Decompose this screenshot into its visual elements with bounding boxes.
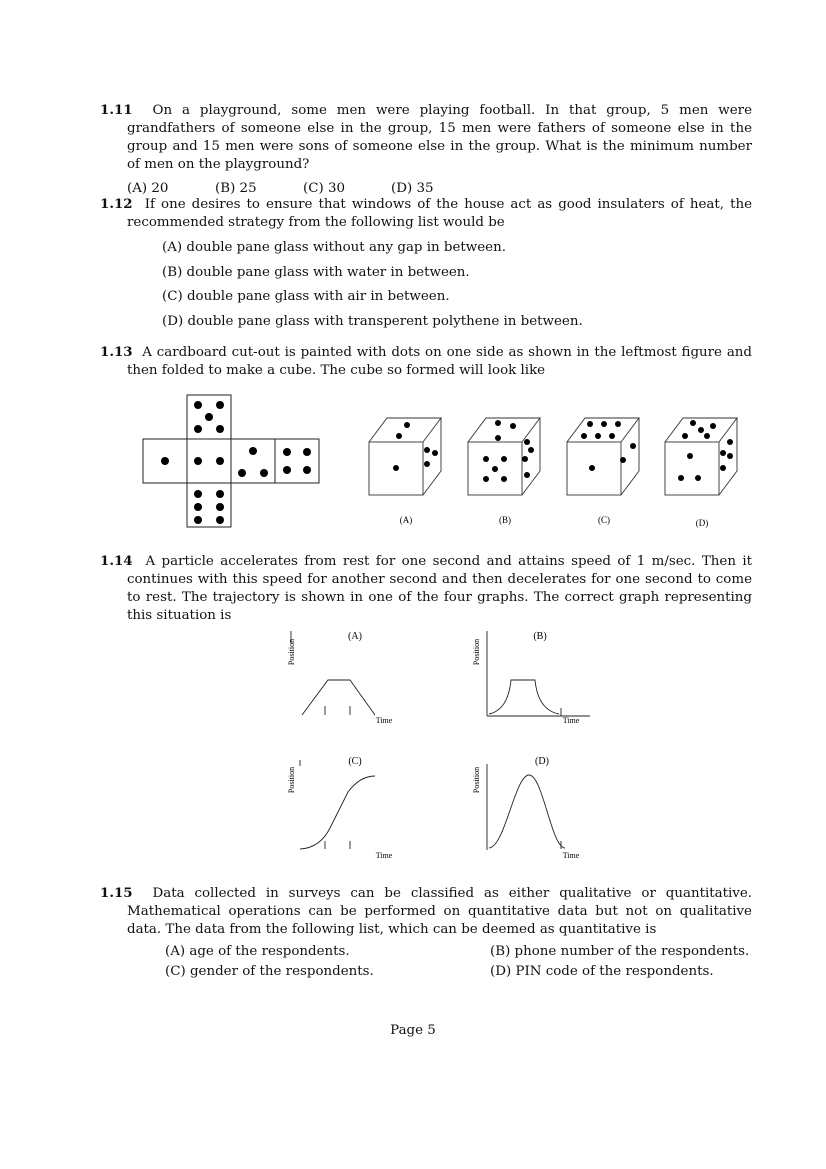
cube-option-c[interactable] (563, 412, 643, 530)
question-1-14 (100, 552, 752, 625)
question-1-11 (100, 101, 752, 198)
option-a[interactable]: (A) 20 (127, 181, 169, 196)
cube-option-b[interactable] (464, 412, 544, 530)
option-b[interactable]: (B) double pane glass with water in between. (162, 264, 470, 280)
graph-label-b: (B) (533, 631, 547, 642)
ylabel-d: Position (472, 766, 481, 794)
ylabel-a: Position (287, 638, 296, 666)
curve-b (489, 680, 559, 714)
option-c[interactable]: (C) gender of the respondents. (165, 964, 374, 979)
graph-label-c: (C) (348, 756, 362, 767)
option-a[interactable]: (A) double pane glass without any gap in between. (162, 240, 506, 255)
ylabel-b: Position (472, 638, 481, 666)
graph-option-d[interactable] (465, 750, 600, 865)
question-1-13 (100, 343, 752, 380)
cube-label-b: (B) (499, 515, 511, 525)
question-text: If one desires to ensure that windows of the house act as good insulaters of heat, the recommended strategy from the following list would be (127, 197, 753, 230)
question-number: 1.12 (100, 196, 133, 212)
question-text: A particle accelerates from rest for one second and attains speed of 1 m/sec. Then it continues with this speed for another second and then decelerates for one second to come to rest. The trajectory is shown in one of the four graphs. The correct graph representing this situation is (127, 554, 753, 623)
option-a[interactable]: (A) age of the respondents. (165, 944, 350, 959)
question-number: 1.13 (100, 344, 133, 360)
cube-net-figure (140, 392, 325, 530)
question-text: Data collected in surveys can be classified as either qualitative or quantitative. Mathematical operations can be performed on quantitative data but not on qualitative data. The data from the following list, which can be deemed as quantitative is (127, 886, 753, 937)
question-text: On a playground, some men were playing football. In that group, 5 men were grandfathers of someone else in the group, 15 men were fathers of someone else in the group and 15 men were sons of someone else in the group. What is the minimum number of men on the playground? (127, 103, 752, 172)
option-d[interactable]: (D) PIN code of the respondents. (490, 964, 714, 979)
xlabel-b: Time (562, 716, 580, 725)
options (162, 236, 752, 334)
option-b[interactable]: (B) phone number of the respondents. (490, 944, 750, 959)
graph-option-a[interactable] (280, 622, 415, 732)
graph-label-a: (A) (348, 631, 362, 642)
option-c[interactable]: (C) 30 (303, 181, 345, 196)
question-number: 1.15 (100, 885, 133, 901)
question-number: 1.14 (100, 553, 133, 569)
cube-label-d: (D) (695, 518, 709, 528)
question-text: A cardboard cut-out is painted with dots on one side as shown in the leftmost figure and then folded to make a cube. The cube so formed will look like (127, 345, 752, 378)
option-b[interactable]: (B) 25 (215, 181, 257, 196)
page-number: Page 5 (390, 1023, 436, 1038)
curve-d (489, 775, 565, 848)
question-1-12 (100, 195, 752, 334)
question-1-15 (100, 884, 752, 981)
cube-option-d[interactable] (661, 412, 741, 530)
graph-label-d: (D) (535, 756, 549, 767)
xlabel-a: Time (375, 716, 393, 725)
options (165, 943, 752, 981)
graph-option-c[interactable] (280, 750, 415, 865)
option-d[interactable]: (D) double pane glass with transperent polythene in between. (162, 313, 583, 329)
ylabel-c: Position (287, 766, 296, 794)
cube-option-a[interactable] (365, 412, 445, 530)
cube-label-a: (A) (399, 515, 413, 525)
curve-c (300, 776, 375, 849)
cube-label-c: (C) (598, 515, 610, 525)
curve-a (302, 680, 375, 715)
option-c[interactable]: (C) double pane glass with air in between. (162, 289, 450, 304)
question-number: 1.11 (100, 102, 133, 118)
xlabel-d: Time (562, 851, 580, 860)
option-d[interactable]: (D) 35 (391, 181, 434, 196)
graph-option-b[interactable] (465, 622, 600, 732)
xlabel-c: Time (375, 851, 393, 860)
